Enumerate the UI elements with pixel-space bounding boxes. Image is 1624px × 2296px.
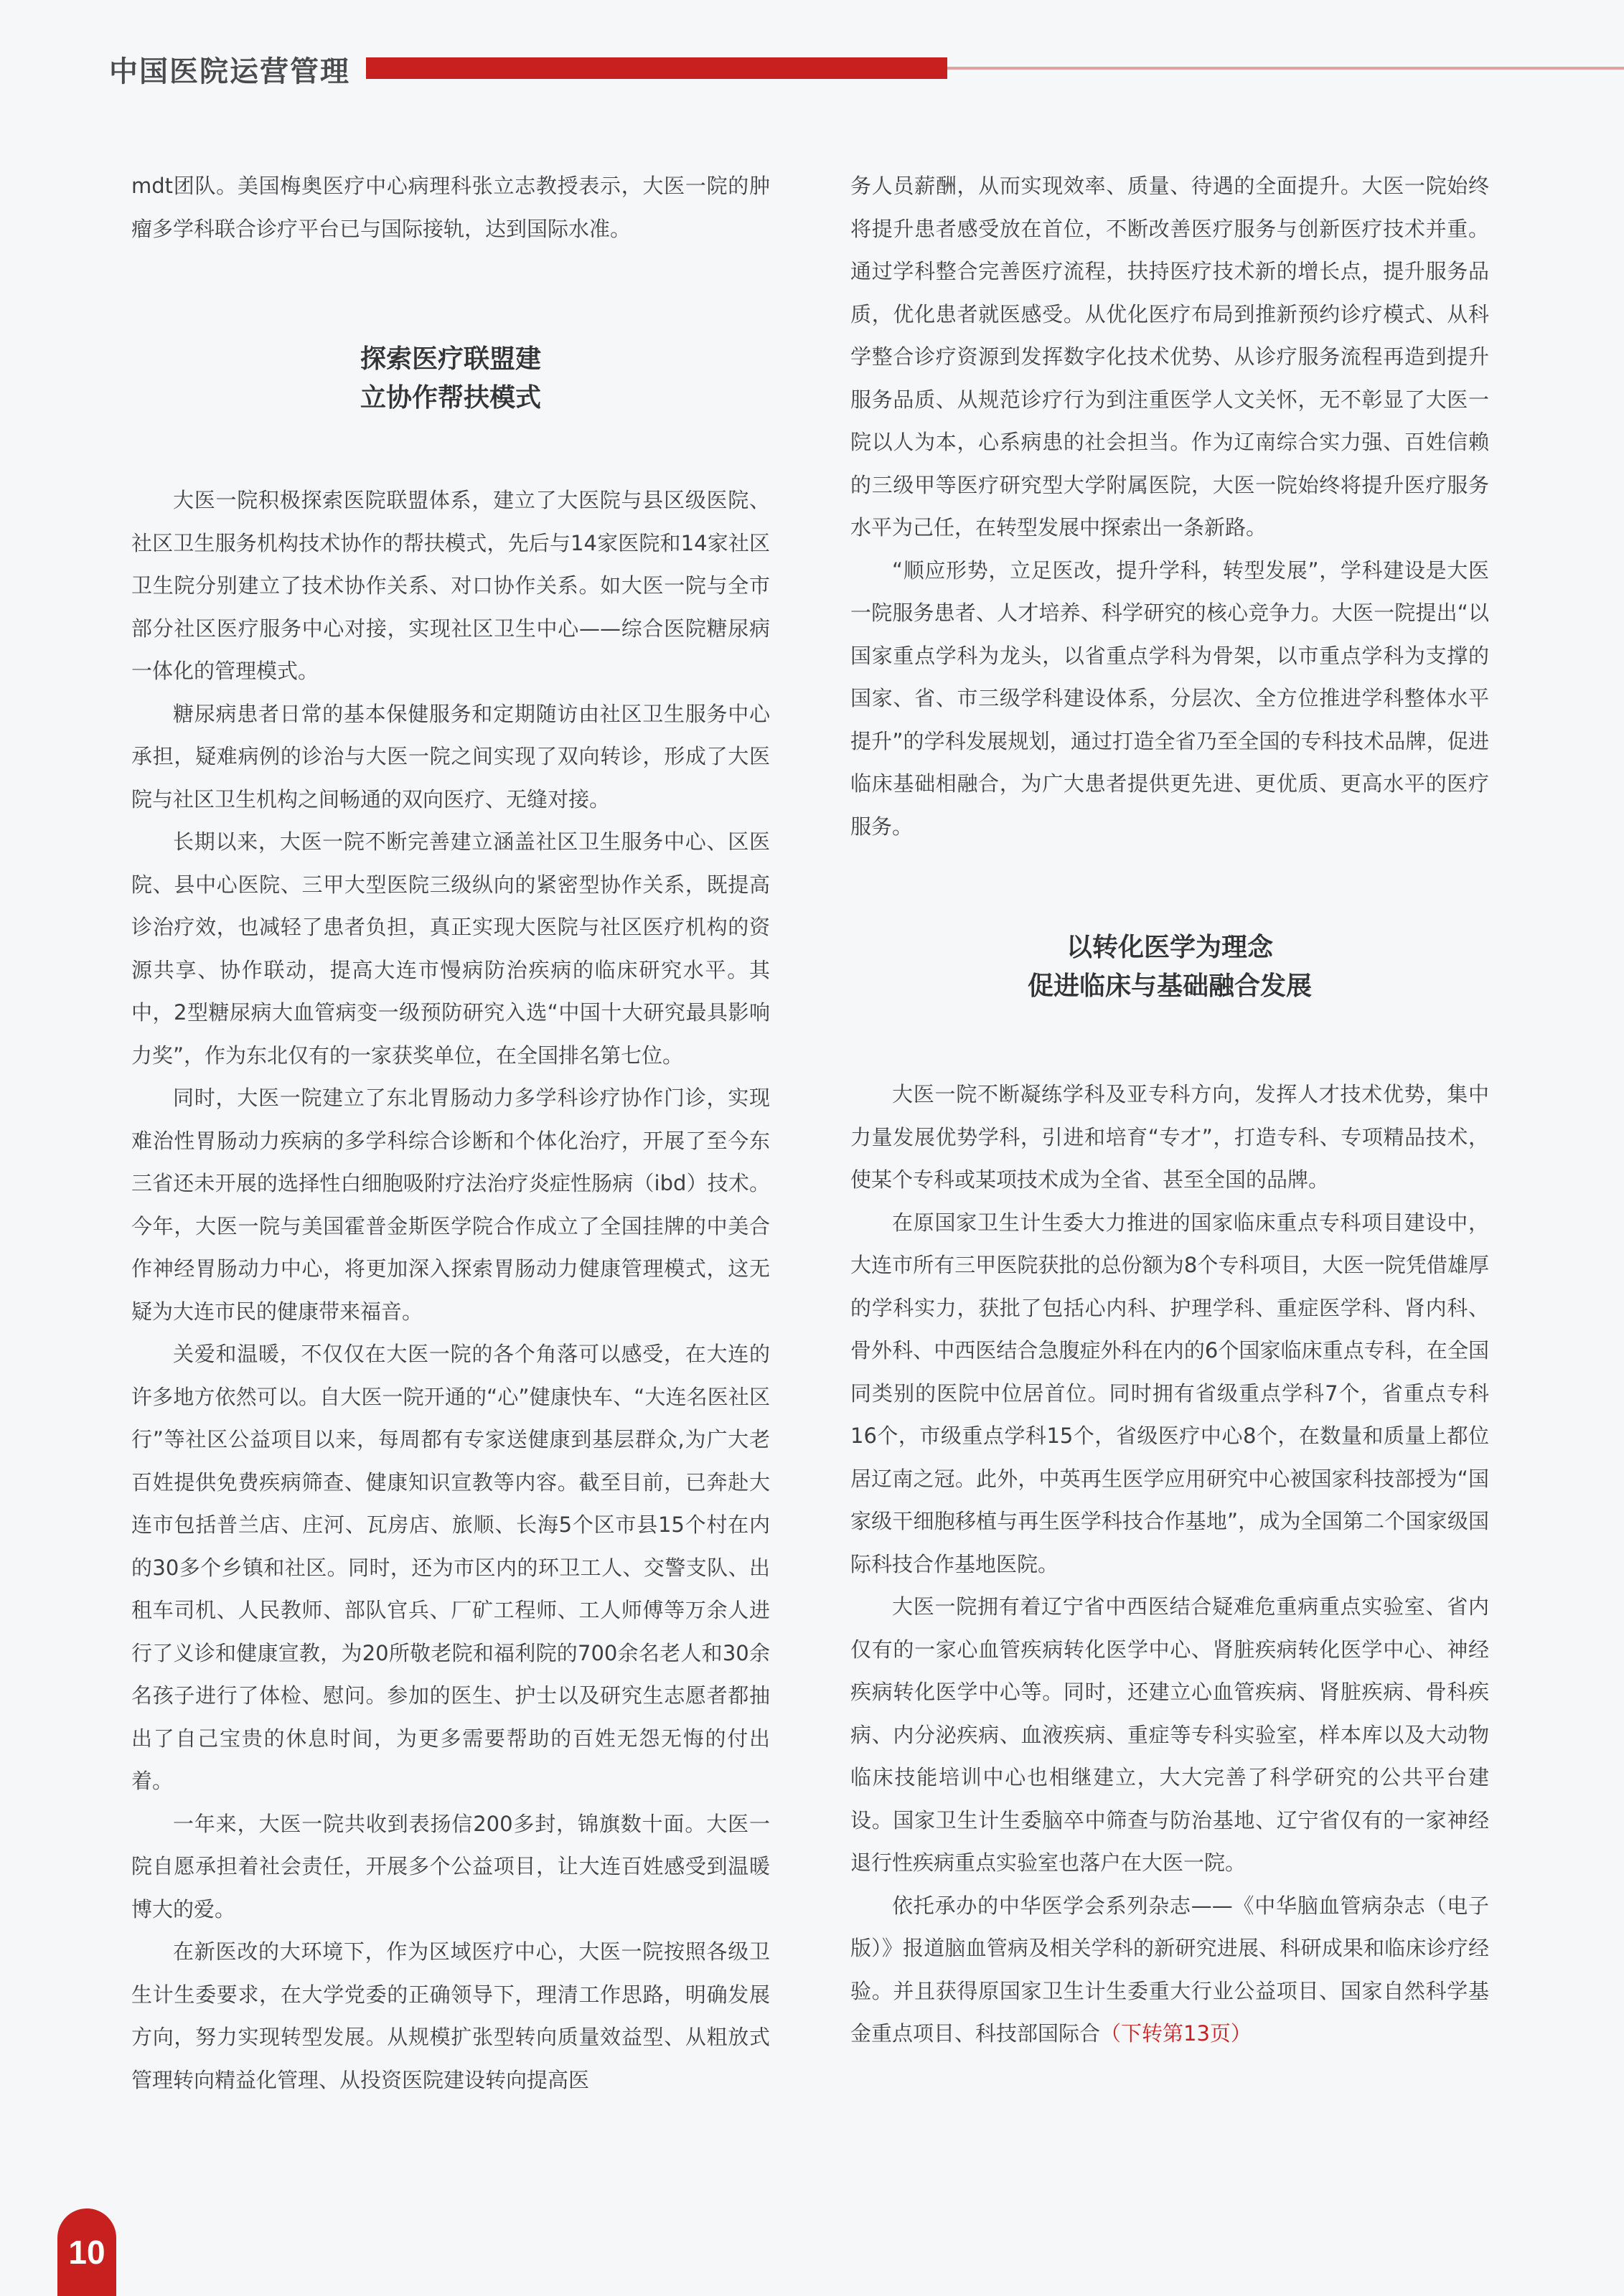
right-column	[850, 165, 1489, 2056]
header-red-bar	[366, 57, 947, 79]
right-paragraph-2: 大医一院不断凝练学科及亚专科方向，发挥人才技术优势，集中力量发展优势学科，引进和培育“专才”，打造专科、专项精品技术，使某个专科或某项技术成为全省、甚至全国的品牌。	[850, 1082, 1489, 1192]
left-column	[131, 165, 770, 2102]
section-heading-translational-line1: 以转化医学为理念	[1066, 933, 1273, 962]
left-paragraph-6: 一年来，大医一院共收到表扬信200多封，锦旗数十面。大医一院自愿承担着社会责任，开展多个公益项目，让大连百姓感受到温暖博大的爱。	[131, 1811, 770, 1921]
continue-note: （下转第13页）	[1100, 2021, 1252, 2046]
right-paragraph-4: 大医一院拥有着辽宁省中西医结合疑难危重病重点实验室、省内仅有的一家心血管疾病转化医学中心、肾脏疾病转化医学中心、神经疾病转化医学中心等。同时，还建立心血管疾病、肾脏疾病、骨科疾病、内分泌疾病、血液疾病、重症等专科实验室，样本库以及大动物临床技能培训中心也相继建立，大大完善了科学研究的公共平台建设。国家卫生计生委脑卒中筛查与防治基地、辽宁省仅有的一家神经退行性疾病重点实验室也落户在大医一院。	[850, 1594, 1489, 1875]
section-heading-alliance-line2: 立协作帮扶模式	[360, 383, 541, 413]
left-paragraph-1: 大医一院积极探索医院联盟体系，建立了大医院与县区级医院、社区卫生服务机构技术协作的帮扶模式，先后与14家医院和14家社区卫生院分别建立了技术协作关系、对口协作关系。如大医一院与全市部分社区医疗服务中心对接，实现社区卫生中心——综合医院糖尿病一体化的管理模式。	[131, 488, 770, 683]
section-heading-translational-line2: 促进临床与基础融合发展	[1027, 971, 1312, 1001]
right-paragraph-0: 务人员薪酬，从而实现效率、质量、待遇的全面提升。大医一院始终将提升患者感受放在首位，不断改善医疗服务与创新医疗技术并重。通过学科整合完善医疗流程，扶持医疗技术新的增长点，提升服务品质，优化患者就医感受。从优化医疗布局到推新预约诊疗模式、从科学整合诊疗资源到发挥数字化技术优势、从诊疗服务流程再造到提升服务品质、从规范诊疗行为到注重医学人文关怀，无不彰显了大医一院以人为本，心系病患的社会担当。作为辽南综合实力强、百姓信赖的三级甲等医疗研究型大学附属医院，大医一院始终将提升医疗服务水平为己任，在转型发展中探索出一条新路。	[850, 174, 1489, 540]
right-paragraph-5-text: 依托承办的中华医学会系列杂志——《中华脑血管病杂志（电子版）》报道脑血管病及相关学科的新研究进展、科研成果和临床诊疗经验。并且获得原国家卫生计生委重大行业公益项目、国家自然科学基金重点项目、科技部国际合	[850, 1893, 1489, 2046]
right-paragraph-1: “顺应形势，立足医改，提升学科，转型发展”，学科建设是大医一院服务患者、人才培养、科学研究的核心竞争力。大医一院提出“以国家重点学科为龙头，以省重点学科为骨架，以市重点学科为支撑的国家、省、市三级学科建设体系，分层次、全方位推进学科整体水平提升”的学科发展规划，通过打造全省乃至全国的专科技术品牌，促进临床基础相融合，为广大患者提供更先进、更优质、更高水平的医疗服务。	[850, 557, 1489, 839]
left-paragraph-7: 在新医改的大环境下，作为区域医疗中心，大医一院按照各级卫生计生委要求，在大学党委的正确领导下，理清工作思路，明确发展方向，努力实现转型发展。从规模扩张型转向质量效益型、从粗放式管理转向精益化管理、从投资医院建设转向提高医	[131, 1939, 770, 2092]
left-paragraph-3: 长期以来，大医一院不断完善建立涵盖社区卫生服务中心、区医院、县中心医院、三甲大型医院三级纵向的紧密型协作关系，既提高诊治疗效，也减轻了患者负担，真正实现大医院与社区医疗机构的资源共享、协作联动，提高大连市慢病防治疾病的临床研究水平。其中，2型糖尿病大血管病变一级预防研究入选“中国十大研究最具影响力奖”，作为东北仅有的一家获奖单位，在全国排名第七位。	[131, 829, 770, 1068]
journal-title: 中国医院运营管理	[109, 55, 350, 88]
left-paragraph-2: 糖尿病患者日常的基本保健服务和定期随访由社区卫生服务中心承担，疑难病例的诊治与大医一院之间实现了双向转诊，形成了大医院与社区卫生机构之间畅通的双向医疗、无缝对接。	[131, 701, 770, 811]
right-paragraph-3: 在原国家卫生计生委大力推进的国家临床重点专科项目建设中，大连市所有三甲医院获批的总份额为8个专科项目，大医一院凭借雄厚的学科实力，获批了包括心内科、护理学科、重症医学科、肾内科、骨外科、中西医结合急腹症外科在内的6个国家临床重点专科，在全国同类别的医院中位居首位。同时拥有省级重点学科7个，省重点专科16个，市级重点学科15个，省级医疗中心8个，在数量和质量上都位居辽南之冠。此外，中英再生医学应用研究中心被国家科技部授为“国家级干细胞移植与再生医学科技合作基地”，成为全国第二个国家级国际科技合作基地医院。	[850, 1210, 1489, 1576]
header-thin-rule	[947, 67, 1624, 70]
left-paragraph-5: 关爱和温暖，不仅仅在大医一院的各个角落可以感受，在大连的许多地方依然可以。自大医一院开通的“心”健康快车、“大连名医社区行”等社区公益项目以来，每周都有专家送健康到基层群众,为广大老百姓提供免费疾病筛查、健康知识宣教等内容。截至目前，已奔赴大连市包括普兰店、庄河、瓦房店、旅顺、长海5个区市县15个村在内的30多个乡镇和社区。同时，还为市区内的环卫工人、交警支队、出租车司机、人民教师、部队官兵、厂矿工程师、工人师傅等万余人进行了义诊和健康宣教，为20所敬老院和福利院的700余名老人和30余名孩子进行了体检、慰问。参加的医生、护士以及研究生志愿者都抽出了自己宝贵的休息时间，为更多需要帮助的百姓无怨无悔的付出着。	[131, 1342, 770, 1793]
page-number: 10	[68, 2234, 105, 2271]
page-number-badge	[57, 2208, 116, 2296]
left-paragraph-0: mdt团队。美国梅奥医疗中心病理科张立志教授表示，大医一院的肿瘤多学科联合诊疗平台已与国际接轨，达到国际水准。	[131, 174, 770, 241]
right-paragraph-5	[850, 1885, 1489, 2056]
left-paragraph-4: 同时，大医一院建立了东北胃肠动力多学科诊疗协作门诊，实现难治性胃肠动力疾病的多学科综合诊断和个体化治疗，开展了至今东三省还未开展的选择性白细胞吸附疗法治疗炎症性肠病（ibd）技术。今年，大医一院与美国霍普金斯医学院合作成立了全国挂牌的中美合作神经胃肠动力中心，将更加深入探索胃肠动力健康管理模式，这无疑为大连市民的健康带来福音。	[131, 1086, 770, 1324]
section-heading-alliance-line1: 探索医疗联盟建	[360, 344, 541, 374]
